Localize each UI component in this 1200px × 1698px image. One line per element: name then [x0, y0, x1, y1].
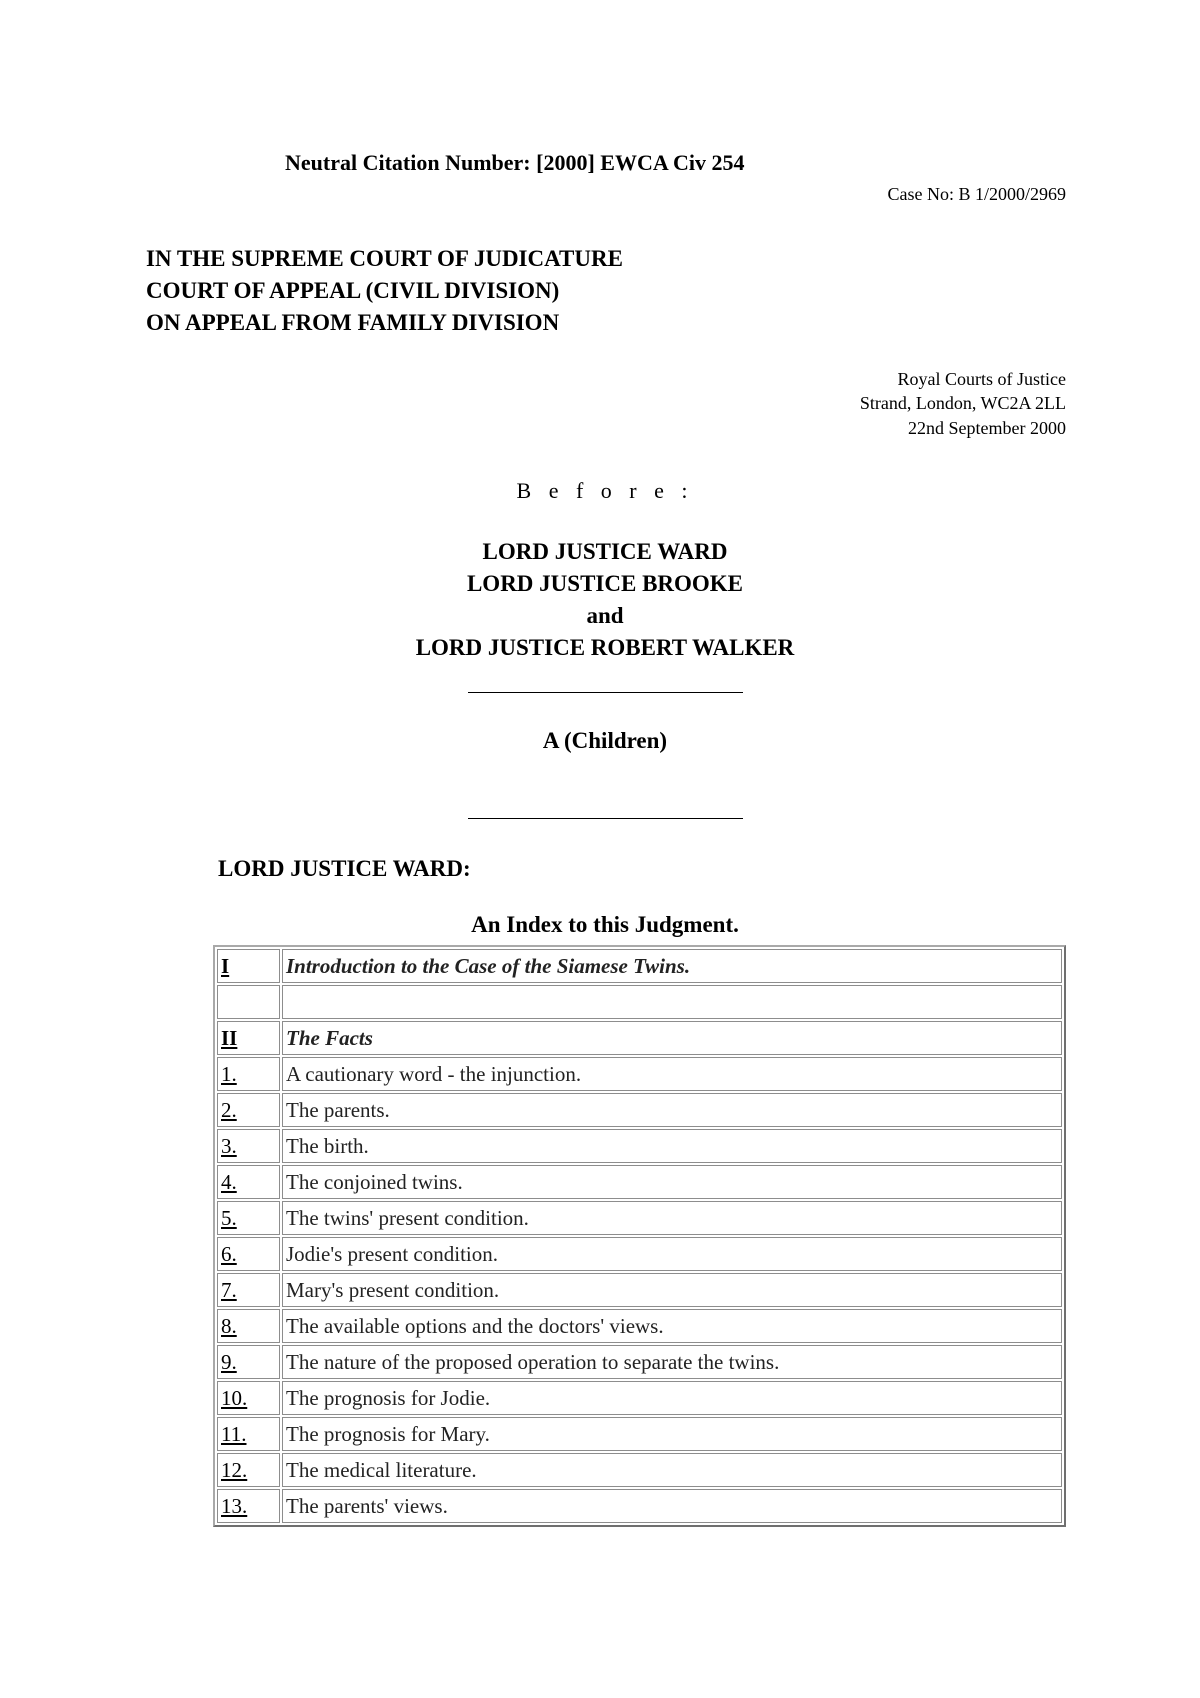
index-entry: Jodie's present condition.	[282, 1237, 1062, 1271]
index-entry: The nature of the proposed operation to separate the twins.	[282, 1345, 1062, 1379]
index-row	[217, 1417, 1062, 1451]
index-link[interactable]: 5.	[217, 1201, 280, 1235]
index-entry: The available options and the doctors' views.	[282, 1309, 1062, 1343]
judgment-date: 22nd September 2000	[908, 418, 1066, 438]
judgment-author-heading: LORD JUSTICE WARD:	[218, 856, 471, 881]
neutral-citation: Neutral Citation Number: [2000] EWCA Civ 254	[285, 150, 745, 175]
index-row	[217, 1309, 1062, 1343]
index-entry	[282, 985, 1062, 1019]
index-entry: The birth.	[282, 1129, 1062, 1163]
index-link[interactable]: 10.	[217, 1381, 280, 1415]
judges-list	[0, 536, 1200, 664]
judgment-index-table	[213, 945, 1066, 1527]
index-link[interactable]: 11.	[217, 1417, 280, 1451]
court-address	[860, 367, 1066, 415]
court-line: IN THE SUPREME COURT OF JUDICATURE	[146, 246, 623, 271]
judge-name: LORD JUSTICE BROOKE	[466, 571, 744, 596]
index-link[interactable]: 12.	[217, 1453, 280, 1487]
index-row	[217, 949, 1062, 983]
judge-conjunction: and	[586, 603, 624, 628]
index-entry: The twins' present condition.	[282, 1201, 1062, 1235]
case-number: Case No: B 1/2000/2969	[887, 184, 1066, 204]
index-link[interactable]: 4.	[217, 1165, 280, 1199]
index-entry: Introduction to the Case of the Siamese Twins.	[282, 949, 1062, 983]
judge-name: LORD JUSTICE WARD	[482, 539, 728, 564]
index-row	[217, 1201, 1062, 1235]
index-row	[217, 1237, 1062, 1271]
index-entry: The prognosis for Mary.	[282, 1417, 1062, 1451]
judge-name: LORD JUSTICE ROBERT WALKER	[415, 635, 795, 660]
index-entry: The parents.	[282, 1093, 1062, 1127]
index-link[interactable]: 6.	[217, 1237, 280, 1271]
index-entry: The prognosis for Jodie.	[282, 1381, 1062, 1415]
index-row	[217, 1489, 1062, 1523]
index-title: An Index to this Judgment.	[471, 912, 739, 937]
index-entry: A cautionary word - the injunction.	[282, 1057, 1062, 1091]
index-link[interactable]: I	[217, 949, 280, 983]
index-row	[217, 1129, 1062, 1163]
index-row	[217, 1057, 1062, 1091]
index-entry: The parents' views.	[282, 1489, 1062, 1523]
court-line: COURT OF APPEAL (CIVIL DIVISION)	[146, 278, 560, 303]
index-link[interactable]: 3.	[217, 1129, 280, 1163]
divider-rule	[468, 692, 743, 693]
index-entry: The Facts	[282, 1021, 1062, 1055]
index-row	[217, 1021, 1062, 1055]
court-line: ON APPEAL FROM FAMILY DIVISION	[146, 310, 560, 335]
index-row	[217, 985, 1062, 1019]
index-link[interactable]: 13.	[217, 1489, 280, 1523]
index-link	[217, 985, 280, 1019]
index-row	[217, 1381, 1062, 1415]
divider-rule	[468, 818, 743, 819]
index-link[interactable]: 9.	[217, 1345, 280, 1379]
index-link[interactable]: 8.	[217, 1309, 280, 1343]
index-row	[217, 1273, 1062, 1307]
parties-title: A (Children)	[542, 728, 668, 753]
index-entry: The conjoined twins.	[282, 1165, 1062, 1199]
index-row	[217, 1165, 1062, 1199]
index-row	[217, 1453, 1062, 1487]
index-row	[217, 1093, 1062, 1127]
index-link[interactable]: 1.	[217, 1057, 280, 1091]
index-row	[217, 1345, 1062, 1379]
before-label: B e f o r e :	[516, 478, 694, 503]
address-line: Strand, London, WC2A 2LL	[859, 393, 1066, 413]
index-entry: Mary's present condition.	[282, 1273, 1062, 1307]
index-link[interactable]: 2.	[217, 1093, 280, 1127]
index-entry: The medical literature.	[282, 1453, 1062, 1487]
index-link[interactable]: 7.	[217, 1273, 280, 1307]
court-heading	[146, 243, 623, 339]
index-link[interactable]: II	[217, 1021, 280, 1055]
address-line: Royal Courts of Justice	[897, 369, 1066, 389]
